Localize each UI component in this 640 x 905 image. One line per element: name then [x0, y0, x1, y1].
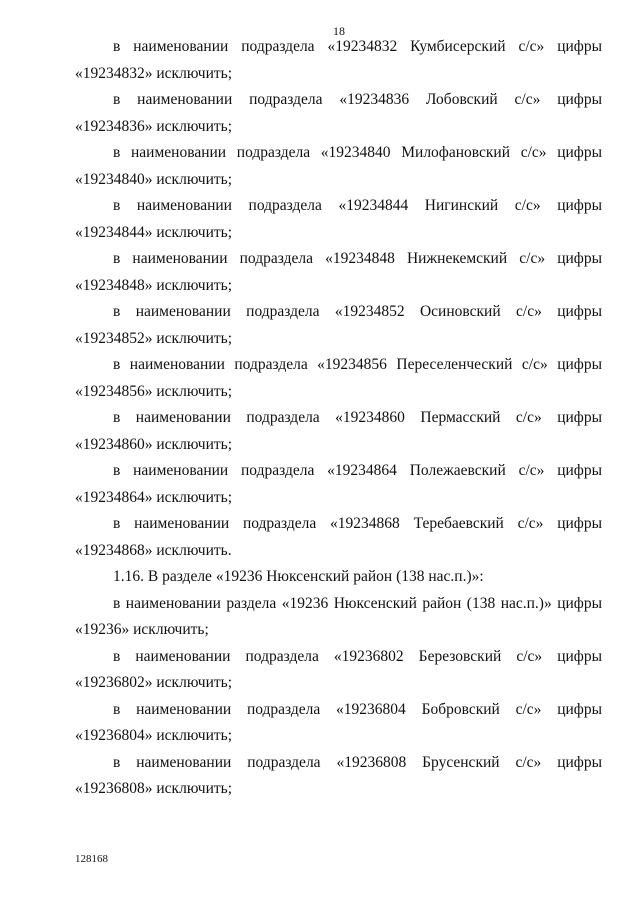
section-heading-1-16: 1.16. В разделе «19236 Нюксенский район (138 нас.п.)»:	[113, 568, 484, 585]
paragraph-pereselencheskiy: в наименовании подраздела «19234856 Переселенческий с/с» цифры «19234856» исключить;	[75, 356, 602, 400]
paragraph-brusenskiy: в наименовании подраздела «19236808 Брусенский с/с» цифры «19236808» исключить;	[75, 753, 602, 797]
paragraph-permasskiy: в наименовании подраздела «19234860 Пермасский с/с» цифры «19234860» исключить;	[75, 409, 602, 453]
document-code: 128168	[75, 853, 108, 865]
paragraph-osinovskiy: в наименовании подраздела «19234852 Осиновский с/с» цифры «19234852» исключить;	[75, 303, 602, 347]
paragraph-bobrovskiy: в наименовании подраздела «19236804 Бобровский с/с» цифры «19236804» исключить;	[75, 700, 602, 744]
document-body	[75, 34, 602, 803]
paragraph-berezovskiy: в наименовании подраздела «19236802 Березовский с/с» цифры «19236802» исключить;	[75, 647, 602, 691]
paragraph-nyuksenskiy-rayon: в наименовании раздела «19236 Нюксенский район (138 нас.п.)» цифры «19236» исключить;	[75, 594, 602, 638]
page-number: 18	[333, 24, 345, 38]
paragraph-nizhnekemskiy: в наименовании подраздела «19234848 Нижнекемский с/с» цифры «19234848» исключить;	[75, 250, 602, 294]
paragraph-niginskiy: в наименовании подраздела «19234844 Нигинский с/с» цифры «19234844» исключить;	[75, 197, 602, 241]
paragraph-milofanovskiy: в наименовании подраздела «19234840 Милофановский с/с» цифры «19234840» исключить;	[75, 144, 602, 188]
paragraph-polezhaevskiy: в наименовании подраздела «19234864 Полежаевский с/с» цифры «19234864» исключить;	[75, 462, 602, 506]
paragraph-lobovskiy: в наименовании подраздела «19234836 Лобовский с/с» цифры «19234836» исключить;	[75, 91, 602, 135]
paragraph-kumbiserskiy: в наименовании подраздела «19234832 Кумбисерский с/с» цифры «19234832» исключить;	[75, 38, 602, 82]
paragraph-terebaevskiy: в наименовании подраздела «19234868 Теребаевский с/с» цифры «19234868» исключить.	[75, 515, 602, 559]
